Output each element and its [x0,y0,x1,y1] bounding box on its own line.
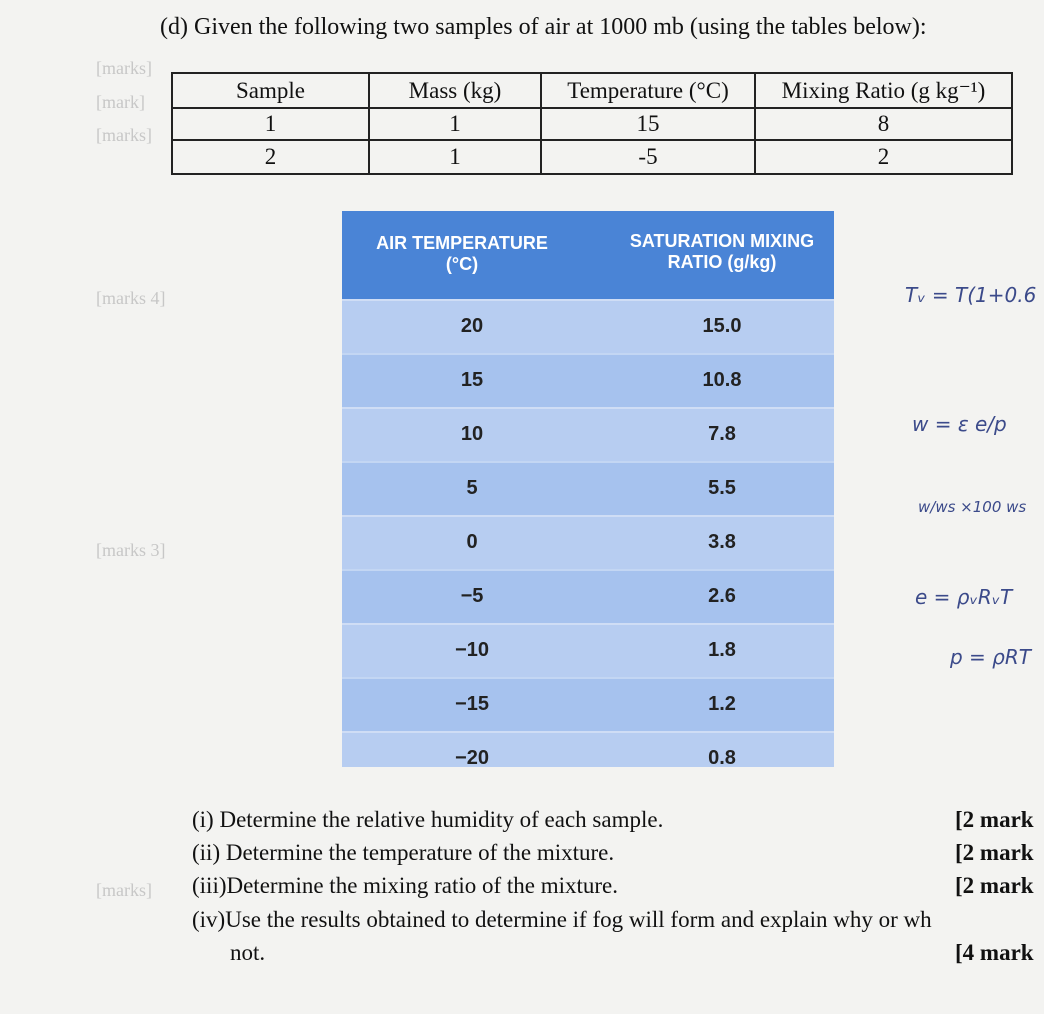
question-iv: (iv)Use the results obtained to determine if fog will form and explain why or wh [192,907,932,932]
table-row [172,108,1012,140]
bleed-text: [mark] [96,92,145,112]
cell: -5 [541,140,755,174]
handwritten-note: e = ρᵥRᵥT [915,585,1013,609]
question-heading: (d) Given the following two samples of air at 1000 mb (using the tables below): [160,14,927,40]
question-iii: (iii)Determine the mixing ratio of the mixture. [192,873,619,898]
table-row [342,461,834,515]
ratio-cell: 15.0 [702,315,742,337]
cell: 8 [755,108,1012,140]
temp-cell: 15 [460,369,484,391]
table-row [342,569,834,623]
header-mixing-ratio: Mixing Ratio (g kg⁻¹) [755,73,1012,108]
bleed-text: [marks 4] [96,288,166,308]
temp-cell: 0 [466,531,478,553]
temp-cell: 5 [466,477,478,499]
table-row [342,515,834,569]
ratio-cell: 3.8 [708,531,736,553]
ratio-cell: 5.5 [708,477,736,499]
handwritten-note: w = ε e/p [912,412,1007,436]
ratio-cell: 7.8 [708,423,736,445]
question-iv-continued: not. [230,940,266,965]
handwritten-note: w/ws ×100 ws [918,498,1027,516]
marks-i: [2 mark [955,807,1034,832]
marks-iii: [2 mark [955,873,1034,898]
temp-cell: 10 [460,423,484,445]
marks-iv: [4 mark [955,940,1034,965]
ratio-cell: 10.8 [702,369,742,391]
bleed-text: [marks] [96,880,152,900]
table-row [342,299,834,353]
header-temperature: Temperature (°C) [541,73,755,108]
cell: 1 [369,140,541,174]
table-row [342,623,834,677]
question-ii: (ii) Determine the temperature of the mixture. [192,840,615,865]
cell: 1 [369,108,541,140]
table-row [172,140,1012,174]
temp-cell: 20 [460,315,484,337]
temp-cell: −10 [455,639,489,661]
cell: 2 [172,140,369,174]
saturation-table [342,211,834,767]
saturation-table-header [342,211,834,299]
header-air-temperature: AIR TEMPERATURE (°C) [376,233,548,274]
ratio-cell: 1.8 [708,639,736,661]
table-header-row [172,73,1012,108]
ratio-cell: 2.6 [708,585,736,607]
handwritten-note: p = ρRT [950,645,1031,669]
ratio-cell: 0.8 [708,747,736,769]
cell: 1 [172,108,369,140]
question-i: (i) Determine the relative humidity of each sample. [192,807,664,832]
ratio-cell: 1.2 [708,693,736,715]
bleed-text: [marks] [96,58,152,78]
temp-cell: −15 [455,693,489,715]
temp-cell: −20 [455,747,489,769]
header-mass: Mass (kg) [369,73,541,108]
table-row [342,407,834,461]
table-row [342,731,834,785]
samples-table [171,72,1013,175]
marks-ii: [2 mark [955,840,1034,865]
temp-cell: −5 [460,585,484,607]
bleed-text: [marks] [96,125,152,145]
cell: 2 [755,140,1012,174]
table-row [342,677,834,731]
table-row [342,353,834,407]
cell: 15 [541,108,755,140]
bleed-text: [marks 3] [96,540,166,560]
header-saturation-mixing-ratio: SATURATION MIXING RATIO (g/kg) [629,231,815,272]
header-sample: Sample [172,73,369,108]
handwritten-note: Tᵥ = T(1+0.6 [905,283,1037,307]
